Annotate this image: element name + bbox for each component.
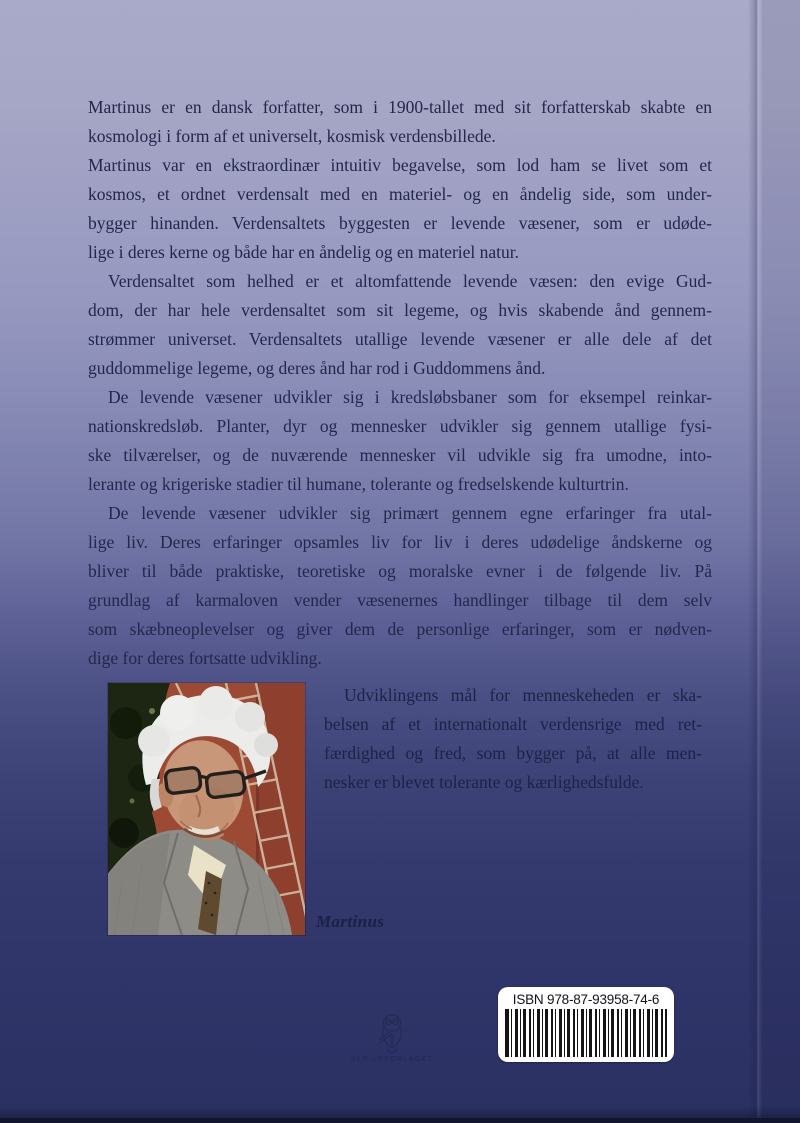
paragraph bbox=[88, 499, 712, 673]
isbn-barcode-label bbox=[498, 987, 674, 1062]
text-line: Martinus var en ekstraordinær intuitiv begavelse, som lod ham se livet som et bbox=[88, 155, 712, 175]
text-line: lige liv. Deres erfaringer opsamles liv for liv i deres udødelige åndskerne og bbox=[88, 532, 712, 552]
cover-hinge-crease bbox=[748, 0, 762, 1123]
portrait-illustration bbox=[108, 683, 305, 935]
paragraph bbox=[88, 151, 712, 267]
martinus-portrait-photo bbox=[108, 683, 305, 935]
text-line: lige i deres kerne og både har en åndelig og en materiel natur. bbox=[88, 242, 520, 262]
text-line: Verdensaltet som helhed er et altomfattende levende væsen: den evige Gud- bbox=[108, 271, 712, 291]
owl-pen-icon bbox=[370, 1012, 414, 1054]
text-line: De levende væsener udvikler sig primært gennem egne erfaringer fra utal- bbox=[108, 503, 712, 523]
text-line: dom, der har hele verdensaltet som sit legeme, og hvis skabende ånd gennem- bbox=[88, 300, 712, 320]
publisher-logo bbox=[350, 1012, 434, 1063]
text-line: grundlag af karmaloven vender væsenernes handlinger tilbage til dem selv bbox=[88, 590, 712, 610]
cover-bottom-edge-line bbox=[0, 1118, 800, 1123]
text-line: belsen af et internationalt verdensrige med ret- bbox=[324, 714, 702, 734]
text-line: De levende væsener udvikler sig i kredsløbsbaner som for eksempel reinkar- bbox=[108, 387, 712, 407]
text-line: dige for deres fortsatte udvikling. bbox=[88, 648, 322, 668]
text-line: lerante og krigeriske stadier til humane, tolerante og fredselskende kulturtrin. bbox=[88, 474, 629, 494]
text-line: som skæbneoplevelser og giver dem de personlige erfaringer, som er nødven- bbox=[88, 619, 712, 639]
text-line: nationskredsløb. Planter, dyr og mennesker udvikler sig gennem utallige fysi- bbox=[88, 416, 712, 436]
paragraph bbox=[88, 93, 712, 151]
text-line: ske tilværelser, og de nuværende mennesker vil udvikle sig fra umodne, into- bbox=[88, 445, 712, 465]
cover-right-edge-shade bbox=[762, 0, 800, 1123]
body-text-block bbox=[88, 93, 712, 673]
text-line: bliver til både praktiske, teoretiske og moralske evner i de følgende liv. På bbox=[88, 561, 712, 581]
text-line: strømmer universet. Verdensaltets utallige levende væsener er alle dele af det bbox=[88, 329, 712, 349]
text-line: kosmologi i form af et universelt, kosmisk verdensbillede. bbox=[88, 126, 496, 146]
text-line: Udviklingens mål for menneskeheden er ska- bbox=[344, 685, 702, 705]
paragraph bbox=[88, 267, 712, 383]
text-line: Martinus er en dansk forfatter, som i 1900-tallet med sit forfatterskab skabte en bbox=[88, 97, 712, 117]
isbn-number: ISBN 978-87-93958-74-6 bbox=[512, 992, 660, 1007]
text-line: guddommelige legeme, og deres ånd har rod i Guddommens ånd. bbox=[88, 358, 546, 378]
paragraph bbox=[88, 383, 712, 499]
photo-side-text-block bbox=[324, 681, 702, 797]
text-line: nesker er blevet tolerante og kærlighedsfulde. bbox=[324, 772, 644, 792]
publisher-name: SKRIVEFORLAGET bbox=[350, 1056, 434, 1063]
cover-bottom-edge-shadow bbox=[0, 1106, 800, 1118]
text-line: kosmos, et ordnet verdensalt med en materiel- og en åndelig side, som under- bbox=[88, 184, 712, 204]
text-line: færdighed og fred, som bygger på, at alle men- bbox=[324, 743, 702, 763]
author-signature: Martinus bbox=[316, 912, 385, 931]
barcode-icon bbox=[505, 1009, 667, 1057]
text-line: bygger hinanden. Verdensaltets byggesten er levende væsener, som er udøde- bbox=[88, 213, 712, 233]
